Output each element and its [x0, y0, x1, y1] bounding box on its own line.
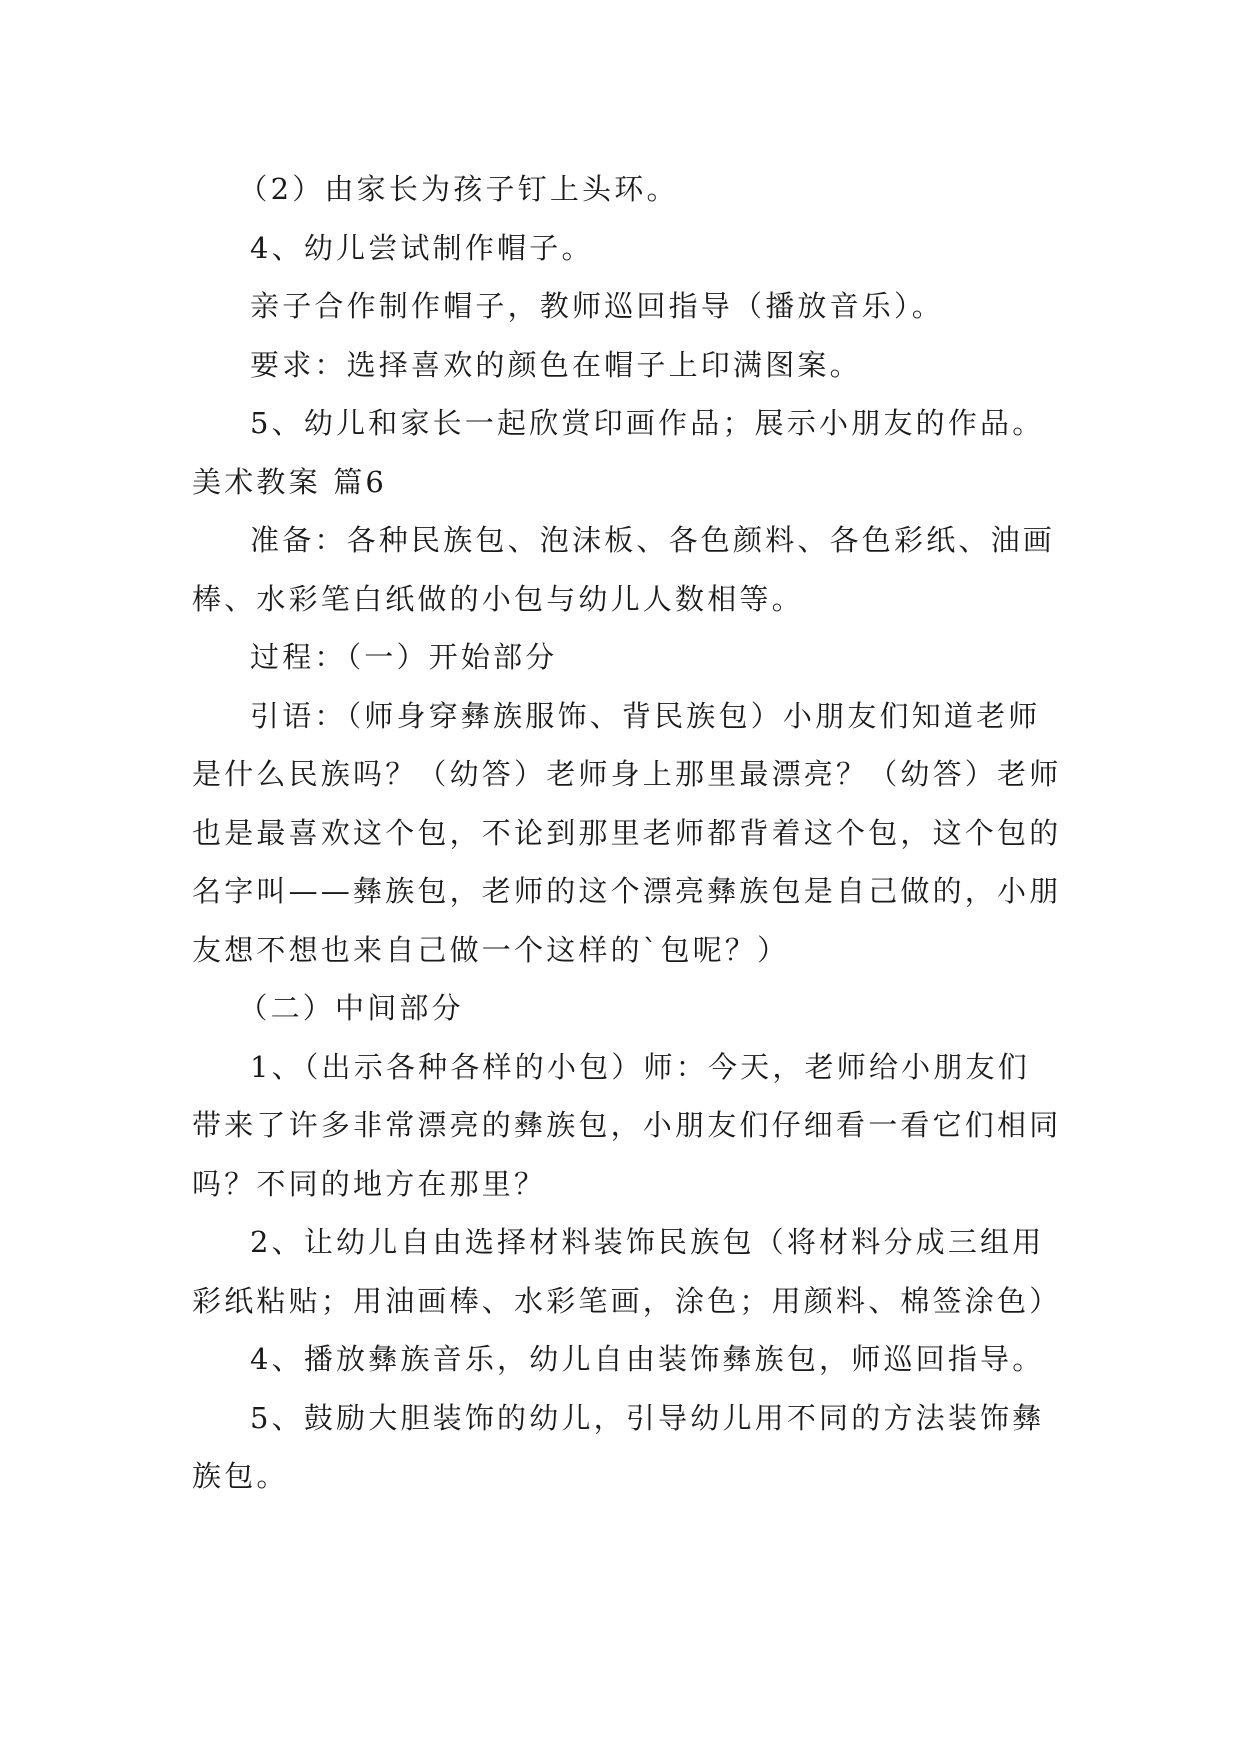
section-heading-lesson-6: 美术教案 篇6 — [192, 464, 388, 499]
paragraph-step-4-try-hat: 4、幼儿尝试制作帽子。 — [250, 230, 594, 265]
paragraph-step-4-play-music: 4、播放彝族音乐，幼儿自由装饰彝族包，师巡回指导。 — [250, 1342, 1045, 1376]
paragraph-preparation: 准备：各种民族包、泡沫板、各色颜料、各色彩纸、油画棒、水彩笔白纸做的小包与幼儿人数相等。 — [192, 523, 1056, 616]
paragraph-step-5-appreciate: 5、幼儿和家长一起欣赏印画作品；展示小朋友的作品。 — [250, 406, 1045, 440]
paragraph-process-start: 过程：（一）开始部分 — [250, 640, 558, 674]
paragraph-parent-child-hat: 亲子合作制作帽子，教师巡回指导（播放音乐）。 — [250, 289, 944, 323]
paragraph-introduction: 引语：（师身穿彝族服饰、背民族包）小朋友们知道老师是什么民族吗？（幼答）老师身上那里最漂亮？（幼答）老师也是最喜欢这个包，不论到那里老师都背着这个包，这个包的名字叫——彝族包，老师的这个漂亮彝族包是自己做的，小朋友想不想也来自己做一个这样的`包呢？） — [192, 698, 1062, 967]
paragraph-step-5-encourage: 5、鼓励大胆装饰的幼儿，引导幼儿用不同的方法装饰彝族包。 — [192, 1400, 1045, 1493]
paragraph-middle-part: （二）中间部分 — [238, 991, 464, 1025]
paragraph-step-1-show-bags: 1、（出示各种各样的小包）师：今天，老师给小朋友们带来了许多非常漂亮的彝族包，小朋友们仔细看一看它们相同吗？不同的地方在那里？ — [192, 1049, 1062, 1201]
paragraph-parent-nail-headband: （2）由家长为孩子钉上头环。 — [238, 172, 679, 206]
paragraph-requirement: 要求：选择喜欢的颜色在帽子上印满图案。 — [250, 347, 862, 382]
paragraph-step-2-choose-materials: 2、让幼儿自由选择材料装饰民族包（将材料分成三组用彩纸粘贴；用油画棒、水彩笔画，涂色；用颜料、棉签涂色） — [192, 1225, 1062, 1318]
document-body — [192, 160, 1062, 1506]
